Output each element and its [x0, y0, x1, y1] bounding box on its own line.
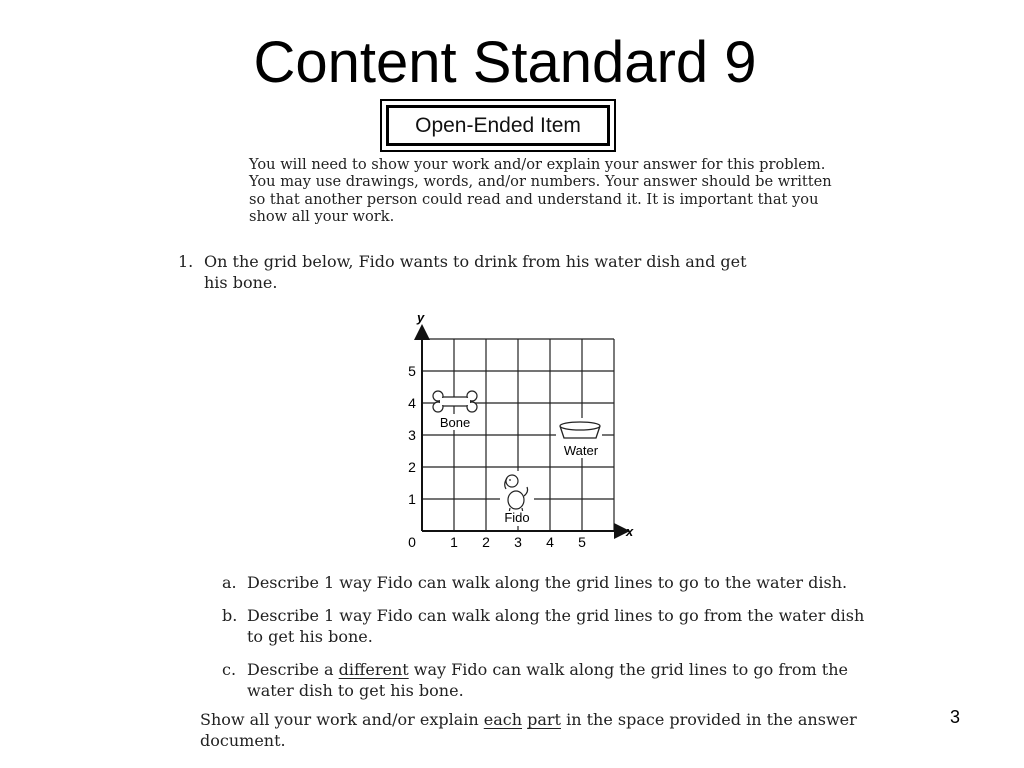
item-type-box [380, 99, 616, 152]
footer-emphasis-part: part [527, 710, 561, 729]
question-number: 1. [178, 252, 194, 271]
dog-icon [500, 471, 534, 513]
item-type-label: Open-Ended Item [386, 105, 610, 146]
footer-instructions [200, 709, 920, 751]
instructions-text: You will need to show your work and/or explain your answer for this problem. You may use drawings, words, and/or numbers. Your answer should be written so that another person could read and understand it. It is important that you show all your work. [249, 156, 832, 226]
y-tick-label: 5 [408, 363, 416, 379]
part-a-text: Describe 1 way Fido can walk along the grid lines to go to the water dish. [247, 573, 848, 592]
x-tick-label: 2 [482, 534, 490, 550]
part-a-letter: a. [222, 573, 237, 592]
part-c-emphasis: different [338, 660, 409, 679]
part-c-text-end: way Fido can walk along the grid lines to go from the water dish to get his bone. [247, 660, 848, 700]
y-tick-label: 4 [408, 395, 416, 411]
question-text: On the grid below, Fido wants to drink from his water dish and get his bone. [204, 252, 747, 292]
y-axis-label: y [417, 310, 425, 325]
x-tick-label: 3 [514, 534, 522, 550]
part-b-letter: b. [222, 606, 238, 625]
footer-emphasis-each: each [483, 710, 523, 729]
y-tick-label: 2 [408, 459, 416, 475]
x-tick-label: 5 [578, 534, 586, 550]
page-number: 3 [950, 707, 961, 727]
footer-text-end: in the space provided in the answer document. [200, 710, 857, 750]
part-c-text [247, 659, 857, 701]
bone-label: Bone [439, 415, 471, 430]
x-tick-label: 4 [546, 534, 554, 550]
x-tick-label: 0 [408, 534, 416, 550]
y-tick-label: 3 [408, 427, 416, 443]
part-c-text-start: Describe a [247, 660, 339, 679]
water-dish-icon [556, 418, 602, 442]
fido-label: Fido [504, 510, 530, 525]
part-c-letter: c. [222, 660, 237, 679]
part-b-text: Describe 1 way Fido can walk along the grid lines to go from the water dish to get his bone. [247, 606, 865, 646]
footer-text-start: Show all your work and/or explain [200, 710, 484, 729]
coordinate-grid [390, 308, 650, 558]
x-tick-label: 1 [450, 534, 458, 550]
x-axis-label: x [626, 524, 634, 539]
y-tick-label: 1 [408, 491, 416, 507]
water-label: Water [563, 443, 599, 458]
slide-title: Content Standard 9 [253, 30, 757, 95]
bone-icon [433, 391, 477, 412]
